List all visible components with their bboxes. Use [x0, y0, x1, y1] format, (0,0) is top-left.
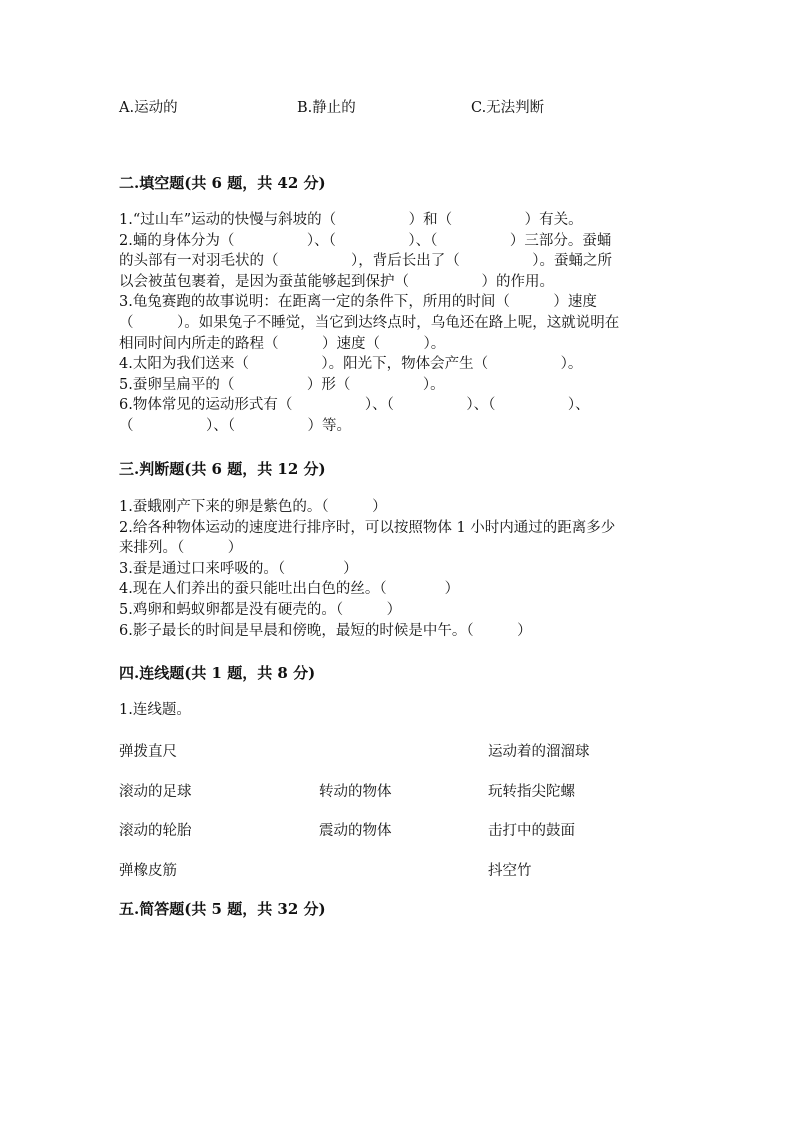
fill-line: 6.物体常见的运动形式有（ ）、（ ）、（ ）、	[119, 397, 590, 414]
option-c: C.无法判断	[471, 100, 545, 116]
section-5-title: 五.简答题(共 5 题，共 32 分)	[119, 900, 326, 918]
section-3-true-false	[119, 497, 615, 641]
option-a: A.运动的	[119, 100, 178, 116]
match-left-item: 滚动的足球	[119, 784, 192, 800]
match-left-item: 滚动的轮胎	[119, 823, 192, 839]
match-right-item: 抖空竹	[488, 863, 532, 879]
match-right-item: 玩转指尖陀螺	[488, 784, 575, 800]
choice-options	[119, 96, 719, 118]
fill-line: 的头部有一对羽毛状的（ ），背后长出了（ ）。蚕蛹之所	[119, 253, 612, 270]
judge-line: 6.影子最长的时间是早晨和傍晚，最短的时候是中午。（ ）	[119, 622, 532, 639]
matching-row	[119, 740, 719, 762]
fill-line: 4.太阳为我们送来（ ）。阳光下，物体会产生（ ）。	[119, 356, 583, 373]
fill-line: 以会被茧包裹着，是因为蚕茧能够起到保护（ ）的作用。	[119, 273, 554, 290]
fill-line: （ ）、（ ）等。	[119, 417, 351, 434]
matching-row	[119, 780, 719, 802]
match-right-item: 击打中的鼓面	[488, 823, 575, 839]
matching-row	[119, 819, 719, 841]
section-2-title: 二.填空题(共 6 题，共 42 分)	[119, 174, 326, 192]
match-right-item: 运动着的溜溜球	[488, 744, 590, 760]
fill-line: （ ）。如果兔子不睡觉，当它到达终点时，乌龟还在路上呢，这就说明在	[119, 314, 620, 331]
match-middle-item: 转动的物体	[319, 784, 392, 800]
match-middle-item: 震动的物体	[319, 823, 392, 839]
judge-line: 5.鸡卵和蚂蚁卵都是没有硬壳的。（ ）	[119, 601, 402, 618]
option-b: B.静止的	[297, 100, 356, 116]
fill-line: 2.蛹的身体分为（ ）、（ ）、（ ）三部分。蚕蛹	[119, 232, 612, 249]
match-left-item: 弹橡皮筋	[119, 863, 177, 879]
match-left-item: 弹拨直尺	[119, 744, 177, 760]
section-4-title: 四.连线题(共 1 题，共 8 分)	[119, 664, 316, 682]
fill-line: 3.龟兔赛跑的故事说明：在距离一定的条件下，所用的时间（ ）速度	[119, 294, 597, 311]
section-2-fill-in	[119, 210, 619, 437]
fill-line: 5.蚕卵呈扁平的（ ）形（ ）。	[119, 376, 445, 393]
judge-line: 1.蚕蛾刚产下来的卵是紫色的。（ ）	[119, 499, 387, 515]
matching-row	[119, 859, 719, 881]
judge-line: 3.蚕是通过口来呼吸的。（ ）	[119, 560, 358, 577]
matching-question: 1.连线题。	[119, 702, 191, 718]
judge-line: 来排列。（ ）	[119, 540, 243, 557]
judge-line: 2.给各种物体运动的速度进行排序时，可以按照物体 1 小时内通过的距离多少	[119, 519, 616, 536]
fill-line: 相同时间内所走的路程（ ）速度（ ）。	[119, 335, 446, 352]
judge-line: 4.现在人们养出的蚕只能吐出白色的丝。（ ）	[119, 581, 460, 598]
fill-line: 1.“过山车”运动的快慢与斜坡的（ ）和（ ）有关。	[119, 212, 583, 228]
section-3-title: 三.判断题(共 6 题，共 12 分)	[119, 460, 326, 478]
